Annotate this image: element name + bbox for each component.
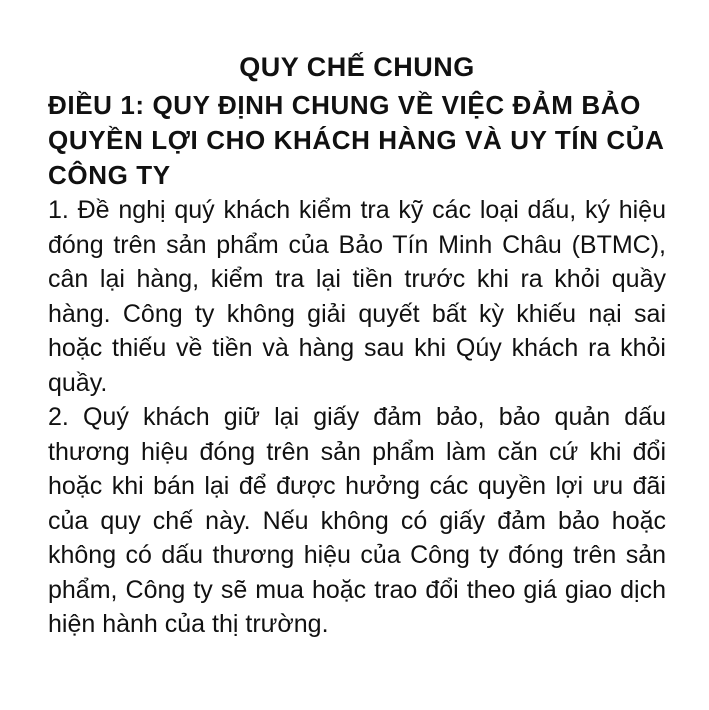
clause-1: 1. Đề nghị quý khách kiểm tra kỹ các loại dấu, ký hiệu đóng trên sản phẩm của Bảo Tín Minh Châu (BTMC), cân lại hàng, kiểm tra lại tiền trước khi ra khỏi quầy hàng. Công ty không giải quyết bất kỳ khiếu nại sai hoặc thiếu về tiền và hàng sau khi Qúy khách ra khỏi quầy. <box>48 196 666 397</box>
document-page <box>48 40 666 642</box>
article-heading: ĐIỀU 1: QUY ĐỊNH CHUNG VỀ VIỆC ĐẢM BẢO QUYỀN LỢI CHO KHÁCH HÀNG VÀ UY TÍN CỦA CÔNG TY <box>48 90 664 190</box>
document-title: QUY CHẾ CHUNG <box>239 52 475 82</box>
clause-2: 2. Quý khách giữ lại giấy đảm bảo, bảo quản dấu thương hiệu đóng trên sản phẩm làm căn cứ khi đổi hoặc khi bán lại để được hưởng các quyền lợi ưu đãi của quy chế này. Nếu không có giấy đảm bảo hoặc không có dấu thương hiệu của Công ty đóng trên sản phẩm, Công ty sẽ mua hoặc trao đổi theo giá giao dịch hiện hành của thị trường. <box>48 403 666 638</box>
